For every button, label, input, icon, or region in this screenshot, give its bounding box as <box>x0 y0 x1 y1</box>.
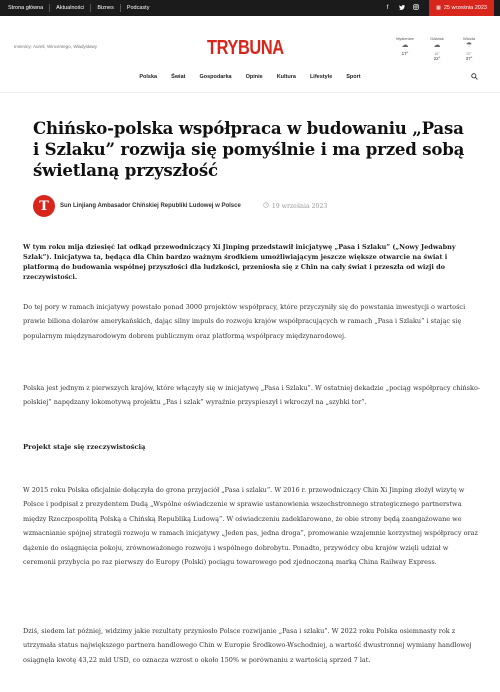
article-lead: W tym roku mija dziesięć lat odkąd przewodniczący Xi Jinping przedstawił inicjatywę „Pasa i Szlaku” („Nowy Jedwabny Szlak”). Inicjatywa ta, będąca dla Chin bardzo ważnym środkiem umożliwiającym jeszcze większe otwarcie na świat i platformą do budowania wspólnej przyszłości dla ludzkości, przeniosła się z Chin na cały świat i przeszła od wizji do rzeczywistości. <box>23 243 456 281</box>
site-logo[interactable] <box>207 37 287 59</box>
calendar-icon: ▦ <box>436 5 441 11</box>
weather-item <box>458 36 480 61</box>
nav-polska[interactable]: Polska <box>139 74 158 80</box>
weather-temp: 17° <box>401 51 409 56</box>
article-paragraph: Dziś, siedem lat później, widzimy jakie rezultaty przyniosło Polsce rozwijanie „Pasa i szlaku”. W 2022 roku Polska osiemnasty rok z utrzymała status największego partnera handlowego Chin w Europie Środkowo-Wschodniej, a wartość dwustronnej wymiany handlowej osiągnęła kwotę 43,22 mld USD, co oznacza wzrost o około 150% w porównaniu z wartością sprzed 7 lat. <box>23 627 472 664</box>
weather-temp: 16° 22° <box>433 52 441 61</box>
partly-cloudy-icon: ☁ <box>401 42 409 49</box>
author-avatar[interactable]: T <box>33 195 55 217</box>
date-badge <box>429 0 494 16</box>
clock-icon <box>263 202 269 210</box>
article-paragraph: Polska jest jednym z pierwszych krajów, które włączyły się w inicjatywę „Pasa i Szlaku”. W ostatniej dekadzie „pociąg współpracy chińsko-polskiej” napędzany lokomotywą projektu „Pas i szlak” wyraźnie przyspieszył i wkroczył na „szybki tor”. <box>23 384 481 407</box>
current-date: 25 września 2023 <box>443 5 487 11</box>
rain-icon: ☂ <box>465 42 473 49</box>
author-name[interactable]: Sun Linjiang Ambasador Chińskiej Republiki Ludowej w Polsce <box>60 203 241 209</box>
top-nav-home[interactable]: Strona główna <box>2 4 50 12</box>
weather-item <box>426 36 448 61</box>
nav-kultura[interactable]: Kultura <box>276 74 296 80</box>
nav-swiat[interactable]: Świat <box>171 74 186 80</box>
article-date: 19 września 2023 <box>271 202 328 210</box>
cloud-icon: ☁ <box>433 42 441 49</box>
instagram-icon[interactable] <box>412 4 419 12</box>
weather-temp: 20° 37° <box>465 52 473 61</box>
nav-gospodarka[interactable]: Gospodarka <box>199 74 232 80</box>
name-days: Imieniny: Aureli, Wincentego, Władysławy <box>14 44 98 49</box>
article-title: Chińsko-polska współpraca w budowaniu „Pasa i Szlaku” rozwija się pomyślnie i ma przed sobą świetlaną przyszłość <box>33 118 465 180</box>
article-subheading: Projekt staje się rzeczywistością <box>23 443 146 451</box>
top-right <box>384 0 494 16</box>
nav-sport[interactable]: Sport <box>346 74 361 80</box>
weather-city: Gdańsk <box>430 36 444 41</box>
header-divider <box>0 92 500 93</box>
top-nav-business[interactable]: Biznes <box>91 4 121 12</box>
weather-city: Włocła <box>462 36 475 41</box>
top-nav-news[interactable]: Aktualności <box>50 4 91 12</box>
site-header <box>0 16 500 68</box>
top-nav-podcasts[interactable]: Podcasty <box>126 5 150 11</box>
article-paragraph: Do tej pory w ramach inicjatywy powstało ponad 3000 projektów współpracy, które przyczyniły się do powstania inwestycji o wartości prawie biliona dolarów amerykańskich, dając silny impuls do rozwoju krajów współpracujących w ramach „Pasa i Szlaku” i stając się popularnym międzynarodowym dobrem publicznym oraz platformą współpracy międzynarodowej. <box>23 303 466 340</box>
nav-lifestyle[interactable]: Lifestyle <box>309 74 333 80</box>
twitter-icon[interactable] <box>398 5 405 12</box>
main-nav <box>0 74 500 80</box>
weather-city: Myślenice <box>396 36 414 41</box>
logo-text: TRYBUNA <box>207 37 284 59</box>
nav-opinie[interactable]: Opinie <box>245 74 263 80</box>
facebook-icon[interactable]: f <box>386 5 389 11</box>
search-icon[interactable] <box>471 73 478 82</box>
byline <box>33 195 327 217</box>
weather-item <box>394 36 416 61</box>
weather-widget <box>394 36 480 61</box>
top-bar <box>0 0 500 16</box>
article-paragraph: W 2015 roku Polska oficjalnie dołączyła do grona przyjaciół „Pasa i szlaku”. W 2016 r. przewodniczący Chin Xi Jinping złożył wizytę w Polsce i podpisał z prezydentem Dudą „Wspólne oświadczenie w sprawie ustanowienia wszechstronnego strategicznego partnerstwa między Rzeczpospolitą Polską a Chińską Republiką Ludową”. W oświadczeniu zadeklarowano, że obie strony będą zaangażowane we wzmacnianie spójnej strategii rozwoju w ramach inicjatywy „Jeden pas, jedna droga”, promowanie wzajemnie korzystnej współpracy oraz dążenie do osiągnięcia pokoju, zrównoważonego rozwoju i wspólnego dobrobytu. Ponadto, przywódcy obu krajów wzięli udział w ceremonii przybycia po raz pierwszy do Europy (Polski) pociągu towarowego pod zjednoczoną marką China Railway Express. <box>23 486 478 567</box>
top-nav <box>0 0 155 16</box>
